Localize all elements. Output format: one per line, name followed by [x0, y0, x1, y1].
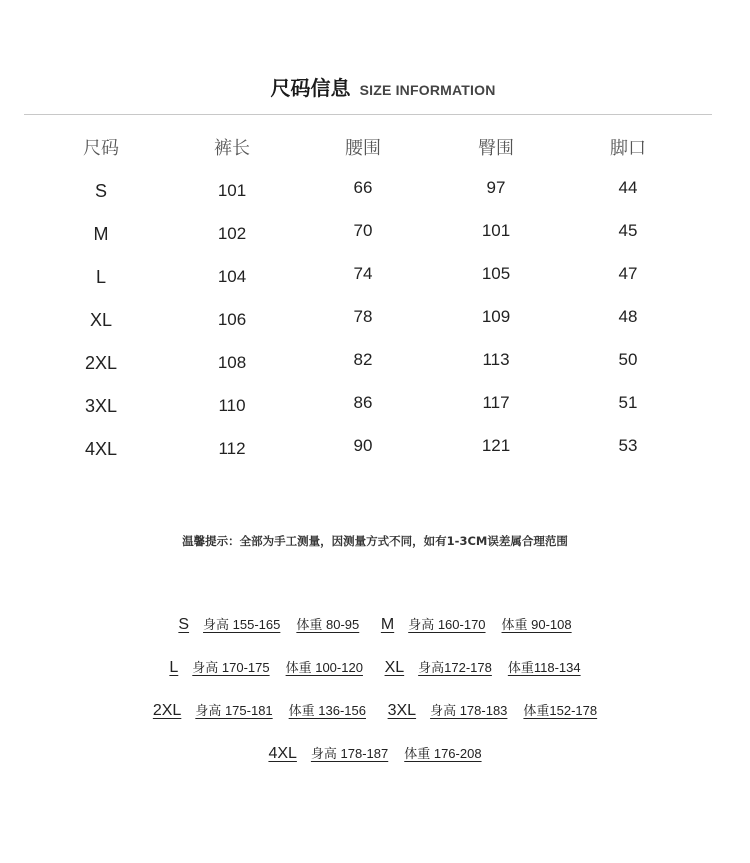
rec-weight: 体重 90-108 — [501, 617, 572, 632]
hip-cell: 117 — [482, 393, 510, 412]
header-pants-length: 裤长 — [214, 138, 250, 159]
leg-opening-cell: 53 — [618, 436, 638, 455]
size-table-header — [0, 134, 750, 164]
pants-length-cell: 106 — [217, 310, 247, 329]
leg-opening-cell: 50 — [618, 350, 638, 369]
size-cell: XL — [89, 310, 113, 330]
rec-weight: 体重 100-120 — [285, 660, 363, 675]
size-cell: 2XL — [84, 353, 118, 373]
hip-cell: 97 — [486, 178, 506, 197]
rec-size: 4XL — [268, 745, 297, 762]
rec-height: 身高 178-183 — [430, 703, 508, 718]
pants-length-cell: 104 — [217, 267, 247, 286]
size-cell: M — [93, 224, 109, 244]
rec-size: XL — [384, 659, 405, 676]
waist-cell: 82 — [353, 350, 373, 369]
measurement-note: 温馨提示：全部为手工测量，因测量方式不同，如有1-3CM误差属合理范围 — [182, 534, 568, 548]
recommendation-item — [385, 657, 581, 677]
size-cell: 3XL — [84, 396, 118, 416]
recommendation-item — [178, 614, 359, 634]
rec-height: 身高 155-165 — [203, 617, 281, 632]
leg-opening-cell: 45 — [618, 221, 638, 240]
rec-height: 身高 178-187 — [310, 746, 389, 761]
rec-weight: 体重 80-95 — [296, 617, 360, 632]
pants-length-cell: 108 — [217, 353, 247, 372]
rec-size: 2XL — [152, 702, 182, 719]
rec-size: 3XL — [387, 702, 417, 719]
table-row — [0, 305, 750, 335]
rec-height: 身高 160-170 — [408, 617, 486, 632]
recommendation-item — [153, 700, 366, 720]
hip-cell: 113 — [482, 350, 510, 369]
recommendation-item — [388, 700, 598, 720]
rec-weight: 体重 176-208 — [404, 746, 482, 761]
recommendation-line — [0, 657, 750, 677]
waist-cell: 78 — [353, 307, 373, 326]
recommendation-item — [381, 614, 572, 634]
table-row — [0, 391, 750, 421]
hip-cell: 121 — [481, 436, 511, 455]
rec-size: L — [169, 659, 179, 676]
rec-weight: 体重 136-156 — [288, 703, 366, 718]
page-title — [0, 72, 750, 101]
rec-size: M — [380, 616, 395, 633]
waist-cell: 90 — [353, 436, 373, 455]
pants-length-cell: 112 — [218, 439, 246, 458]
rec-height: 身高172-178 — [418, 660, 492, 675]
hip-cell: 105 — [481, 264, 511, 283]
recommendation-item — [268, 743, 481, 763]
recommendation-line — [0, 700, 750, 720]
rec-height: 身高 175-181 — [195, 703, 273, 718]
size-cell: L — [95, 267, 106, 287]
waist-cell: 86 — [353, 393, 373, 412]
table-row — [0, 219, 750, 249]
pants-length-cell: 101 — [217, 181, 247, 200]
recommendation-item — [169, 657, 363, 677]
recommendation-line — [0, 743, 750, 763]
title-divider — [24, 114, 712, 115]
rec-weight: 体重152-178 — [523, 703, 598, 718]
rec-weight: 体重118-134 — [507, 660, 581, 675]
leg-opening-cell: 48 — [618, 307, 638, 326]
leg-opening-cell: 44 — [618, 178, 638, 197]
size-cell: 4XL — [84, 439, 118, 459]
header-hip: 臀围 — [478, 138, 514, 159]
header-leg-opening: 脚口 — [610, 138, 646, 159]
table-row — [0, 176, 750, 206]
title-english: SIZE INFORMATION — [359, 82, 496, 98]
pants-length-cell: 110 — [218, 396, 246, 415]
table-row — [0, 262, 750, 292]
hip-cell: 101 — [481, 221, 511, 240]
waist-cell: 66 — [353, 178, 373, 197]
title-chinese: 尺码信息 — [270, 76, 351, 100]
leg-opening-cell: 47 — [618, 264, 638, 283]
header-waist: 腰围 — [345, 138, 381, 159]
rec-height: 身高 170-175 — [192, 660, 270, 675]
waist-cell: 70 — [353, 221, 373, 240]
header-size: 尺码 — [83, 138, 119, 159]
table-row — [0, 348, 750, 378]
rec-size: S — [178, 616, 190, 633]
size-cell: S — [94, 181, 107, 201]
waist-cell: 74 — [353, 264, 373, 283]
leg-opening-cell: 51 — [618, 393, 638, 412]
hip-cell: 109 — [481, 307, 511, 326]
recommendation-line — [0, 614, 750, 634]
pants-length-cell: 102 — [217, 224, 247, 243]
table-row — [0, 434, 750, 464]
